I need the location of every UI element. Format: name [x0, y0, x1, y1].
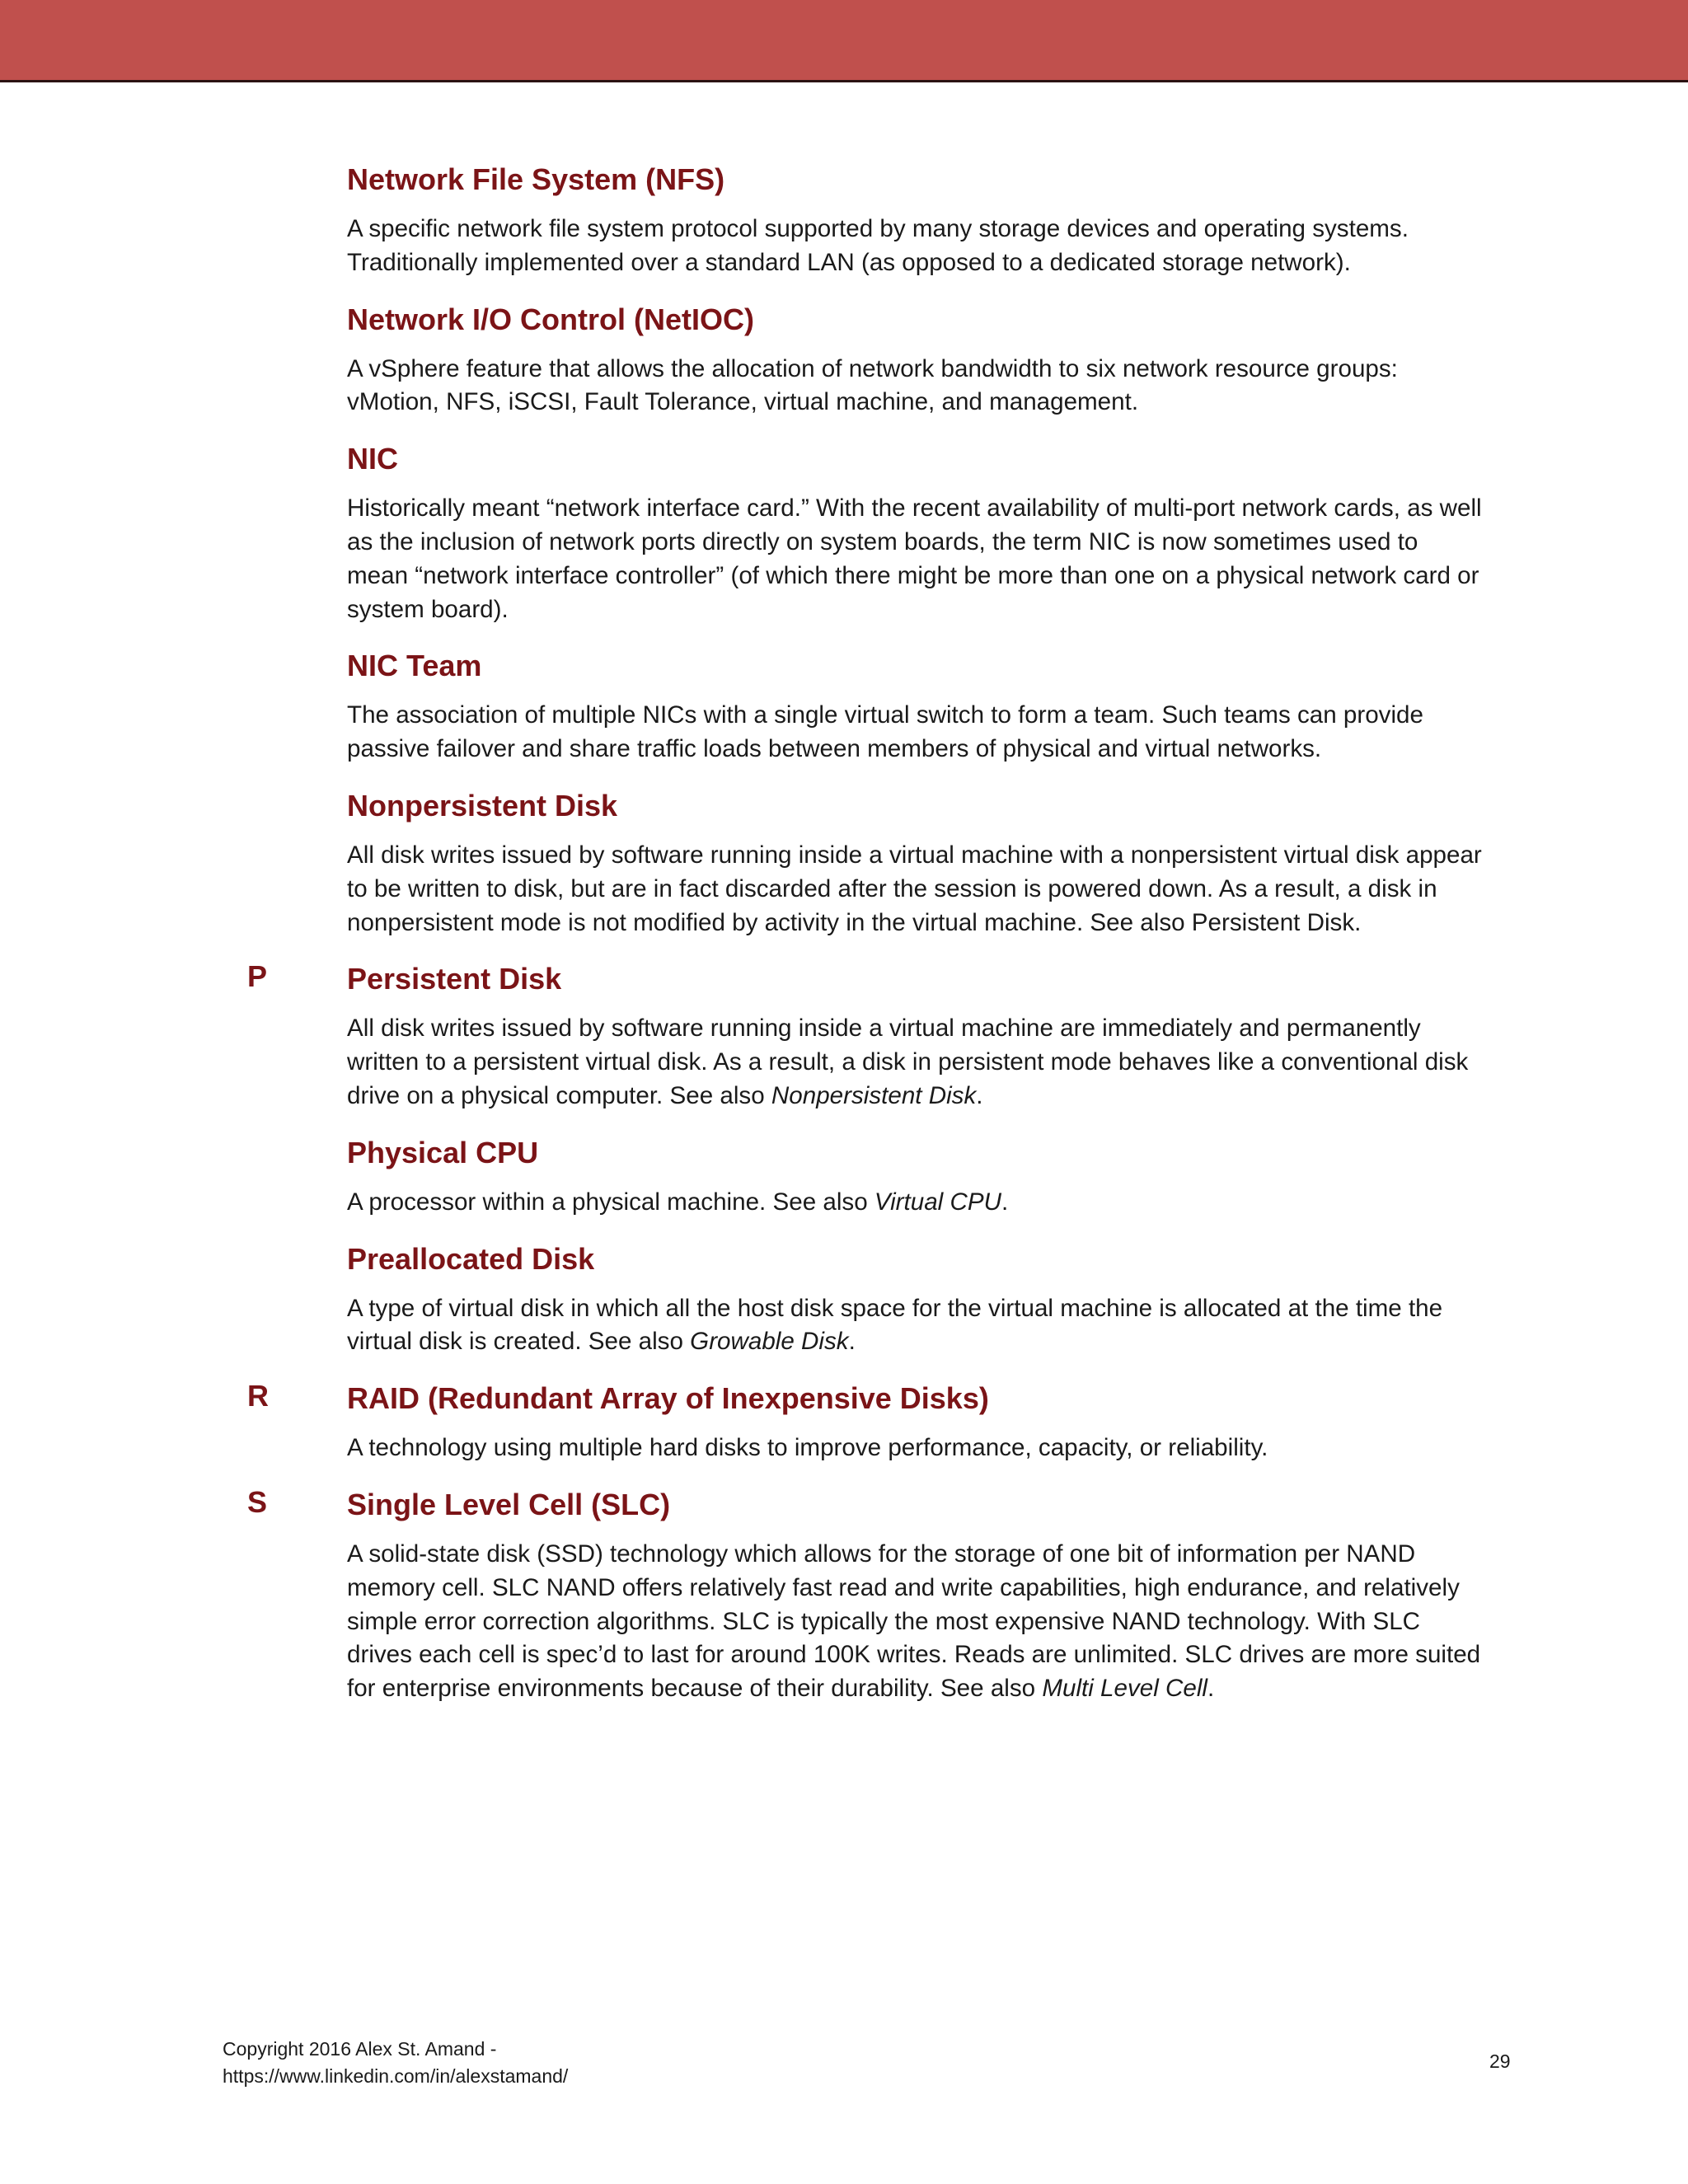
glossary-definition: [347, 353, 1484, 420]
glossary-entry: [0, 297, 1688, 420]
definition-text: All disk writes issued by software running inside a virtual machine with a nonpersistent virtual disk appear to be written to disk, but are in fact discarded after the session is powered down. As a result, a disk in nonpersistent mode is not modified by activity in the virtual machine. See also Persistent Disk.: [347, 841, 1482, 936]
glossary-term: NIC Team: [347, 649, 482, 683]
header-band: [0, 0, 1688, 82]
definition-text: A technology using multiple hard disks to improve performance, capacity, or reliability.: [347, 1434, 1268, 1462]
glossary-definition: [347, 1292, 1484, 1360]
section-letter: P: [247, 959, 268, 994]
glossary-entry: [0, 1482, 1688, 1706]
definition-text: All disk writes issued by software running inside a virtual machine are immediately and permanently written to a persistent virtual disk. As a result, a disk in persistent mode behaves like a conventional disk drive on a physical computer.: [347, 1015, 1469, 1109]
glossary-term: Persistent Disk: [347, 962, 562, 996]
glossary-entry: [0, 1236, 1688, 1360]
glossary-definition: [347, 1186, 1484, 1220]
glossary-definition: [347, 213, 1484, 280]
footer-copyright: [223, 2036, 568, 2090]
see-also-suffix: .: [848, 1328, 856, 1356]
glossary-entry: [0, 956, 1688, 1113]
glossary-entry: [0, 643, 1688, 766]
glossary-term: NIC: [347, 442, 398, 476]
see-also-suffix: .: [976, 1081, 983, 1109]
glossary-entry: [0, 1130, 1688, 1220]
see-also-prefix: See also: [766, 1188, 874, 1216]
definition-text: The association of multiple NICs with a single virtual switch to form a team. Such teams can provide passive failover and share traffic loads between members of physical and virtual networks.: [347, 701, 1423, 763]
glossary-term: RAID (Redundant Array of Inexpensive Disks): [347, 1381, 989, 1416]
section-letter: R: [247, 1379, 269, 1413]
see-also-term: Multi Level Cell: [1042, 1675, 1207, 1703]
glossary-term: Nonpersistent Disk: [347, 788, 618, 823]
see-also-term: Virtual CPU: [874, 1188, 1001, 1216]
definition-text: A solid-state disk (SSD) technology which allows for the storage of one bit of information per NAND memory cell. SLC NAND offers relatively fast read and write capabilities, high endurance, and relatively simple error correction algorithms. SLC is typically the most expensive NAND technology. With SLC drives each cell is spec’d to last for around 100K writes. Reads are unlimited. SLC drives are more suited for enterprise environments because of their durability.: [347, 1540, 1481, 1703]
section-letter: S: [247, 1484, 268, 1519]
definition-text: A type of virtual disk in which all the host disk space for the virtual machine is allocated at the time the virtual disk is created.: [347, 1294, 1443, 1356]
see-also-term: Nonpersistent Disk: [771, 1081, 977, 1109]
glossary-definition: [347, 839, 1484, 940]
see-also-prefix: See also: [581, 1328, 691, 1356]
see-also-prefix: See also: [663, 1081, 771, 1109]
glossary-definition: [347, 1012, 1484, 1113]
glossary-definition: [347, 699, 1484, 766]
glossary-entry: [0, 1376, 1688, 1465]
glossary-term: Single Level Cell (SLC): [347, 1487, 671, 1521]
glossary-entry: [0, 783, 1688, 940]
copyright-url: https://www.linkedin.com/in/alexstamand/: [223, 2065, 569, 2087]
page-number: 29: [1489, 2050, 1511, 2072]
glossary-term: Physical CPU: [347, 1135, 539, 1169]
see-also-suffix: .: [1207, 1675, 1215, 1703]
definition-text: Historically meant “network interface card.” With the recent availability of multi-port network cards, as well as the inclusion of network ports directly on system boards, the term NIC is now sometimes used to mean “network interface controller” (of which there might be more than one on a physical network card or system board).: [347, 494, 1482, 623]
glossary-entry: [0, 157, 1688, 280]
definition-text: A processor within a physical machine.: [347, 1188, 767, 1216]
glossary-term: Network File System (NFS): [347, 162, 725, 196]
see-also-prefix: See also: [933, 1675, 1043, 1703]
glossary-definition: [347, 1538, 1484, 1706]
glossary-term: Preallocated Disk: [347, 1241, 595, 1276]
copyright-text: Copyright 2016 Alex St. Amand -: [223, 2038, 497, 2060]
see-also-term: Growable Disk: [690, 1328, 849, 1356]
see-also-suffix: .: [1001, 1188, 1009, 1216]
definition-text: A vSphere feature that allows the allocation of network bandwidth to six network resource groups: vMotion, NFS, iSCSI, Fault Tolerance, virtual machine, and management.: [347, 354, 1398, 416]
glossary-entry: [0, 436, 1688, 626]
glossary-definition: [347, 1432, 1484, 1465]
definition-text: A specific network file system protocol supported by many storage devices and operating systems. Traditionally implemented over a standard LAN (as opposed to a dedicated storage network).: [347, 215, 1409, 276]
glossary-term: Network I/O Control (NetIOC): [347, 302, 754, 336]
glossary-definition: [347, 492, 1484, 626]
glossary-content: [0, 157, 1688, 1722]
